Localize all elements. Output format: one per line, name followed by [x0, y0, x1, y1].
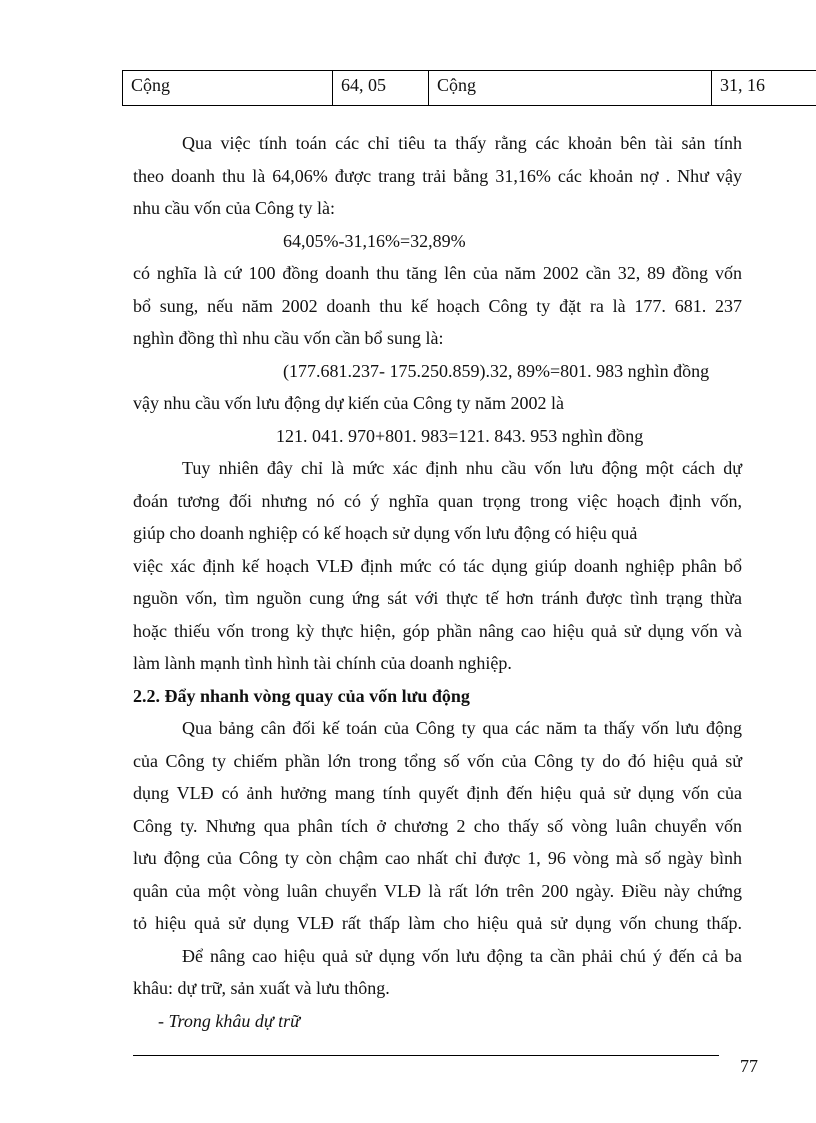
- page-number: 77: [740, 1056, 758, 1076]
- paragraph-line: Qua bảng cân đối kế toán của Công ty qua các năm ta thấy vốn lưu động: [182, 718, 742, 738]
- paragraph-line: hoặc thiếu vốn trong kỳ thực hiện, góp phần nâng cao hiệu quả sử dụng vốn và: [133, 620, 742, 641]
- paragraph-line: nghìn đồng thì nhu cầu vốn cần bổ sung là:: [133, 328, 444, 348]
- table-cell-label-right: Cộng: [429, 71, 712, 106]
- table-cell-value-left: 64, 05: [333, 71, 429, 106]
- formula-line: 64,05%-31,16%=32,89%: [283, 230, 466, 251]
- paragraph-line: khâu: dự trữ, sản xuất và lưu thông.: [133, 978, 390, 998]
- document-body: [133, 127, 742, 1037]
- list-item: - Trong khâu dự trữ: [158, 1010, 300, 1031]
- paragraph-line: Qua việc tính toán các chỉ tiêu ta thấy rằng các khoản bên tài sản tính: [182, 133, 742, 153]
- paragraph-line: Công ty. Nhưng qua phân tích ở chương 2 cho thấy số vòng luân chuyển vốn: [133, 815, 742, 836]
- paragraph-line: giúp cho doanh nghiệp có kế hoạch sử dụng vốn lưu động có hiệu quả: [133, 523, 638, 543]
- table-cell-label-left: Cộng: [123, 71, 333, 106]
- formula-line: 121. 041. 970+801. 983=121. 843. 953 nghìn đồng: [276, 425, 644, 446]
- paragraph-line: của Công ty chiếm phần lớn trong tổng số vốn của Công ty do đó hiệu quả sử: [133, 750, 742, 771]
- paragraph-line: nhu cầu vốn của Công ty là:: [133, 198, 335, 218]
- paragraph-line: bổ sung, nếu năm 2002 doanh thu kế hoạch Công ty đặt ra là 177. 681. 237: [133, 295, 742, 316]
- footer-divider: [133, 1055, 719, 1056]
- summary-table: [122, 70, 816, 106]
- paragraph-line: lưu động của Công ty còn chậm cao nhất chỉ được 1, 96 vòng mà số ngày bình: [133, 848, 742, 868]
- paragraph-line: theo doanh thu là 64,06% được trang trải bằng 31,16% các khoản nợ . Như vậy: [133, 165, 742, 186]
- paragraph-line: dụng VLĐ có ảnh hưởng mang tính quyết định đến hiệu quả sử dụng vốn của: [133, 783, 742, 803]
- section-heading: 2.2. Đẩy nhanh vòng quay của vốn lưu động: [133, 685, 470, 706]
- paragraph-line: vậy nhu cầu vốn lưu động dự kiến của Công ty năm 2002 là: [133, 393, 564, 413]
- paragraph-line: đoán tương đối nhưng nó có ý nghĩa quan trọng trong việc hoạch định vốn,: [133, 490, 742, 511]
- table-row: [123, 71, 816, 106]
- paragraph-line: Tuy nhiên đây chỉ là mức xác định nhu cầu vốn lưu động một cách dự: [182, 458, 742, 478]
- paragraph-line: làm lành mạnh tình hình tài chính của doanh nghiệp.: [133, 653, 512, 673]
- paragraph-line: có nghĩa là cứ 100 đồng doanh thu tăng lên của năm 2002 cần 32, 89 đồng vốn: [133, 263, 742, 283]
- paragraph-line: tỏ hiệu quả sử dụng VLĐ rất thấp làm cho hiệu quả sử dụng vốn chung thấp.: [133, 913, 742, 933]
- paragraph-line: việc xác định kế hoạch VLĐ định mức có tác dụng giúp doanh nghiệp phân bổ: [133, 555, 742, 576]
- paragraph-line: quân của một vòng luân chuyển VLĐ là rất lớn trên 200 ngày. Điều này chứng: [133, 880, 742, 901]
- paragraph-line: nguồn vốn, tìm nguồn cung ứng sát với thực tế hơn tránh được tình trạng thừa: [133, 588, 742, 608]
- paragraph-line: Để nâng cao hiệu quả sử dụng vốn lưu động ta cần phải chú ý đến cả ba: [182, 945, 742, 966]
- table-cell-value-right: 31, 16: [712, 71, 816, 106]
- formula-line: (177.681.237- 175.250.859).32, 89%=801. 983 nghìn đồng: [283, 360, 710, 381]
